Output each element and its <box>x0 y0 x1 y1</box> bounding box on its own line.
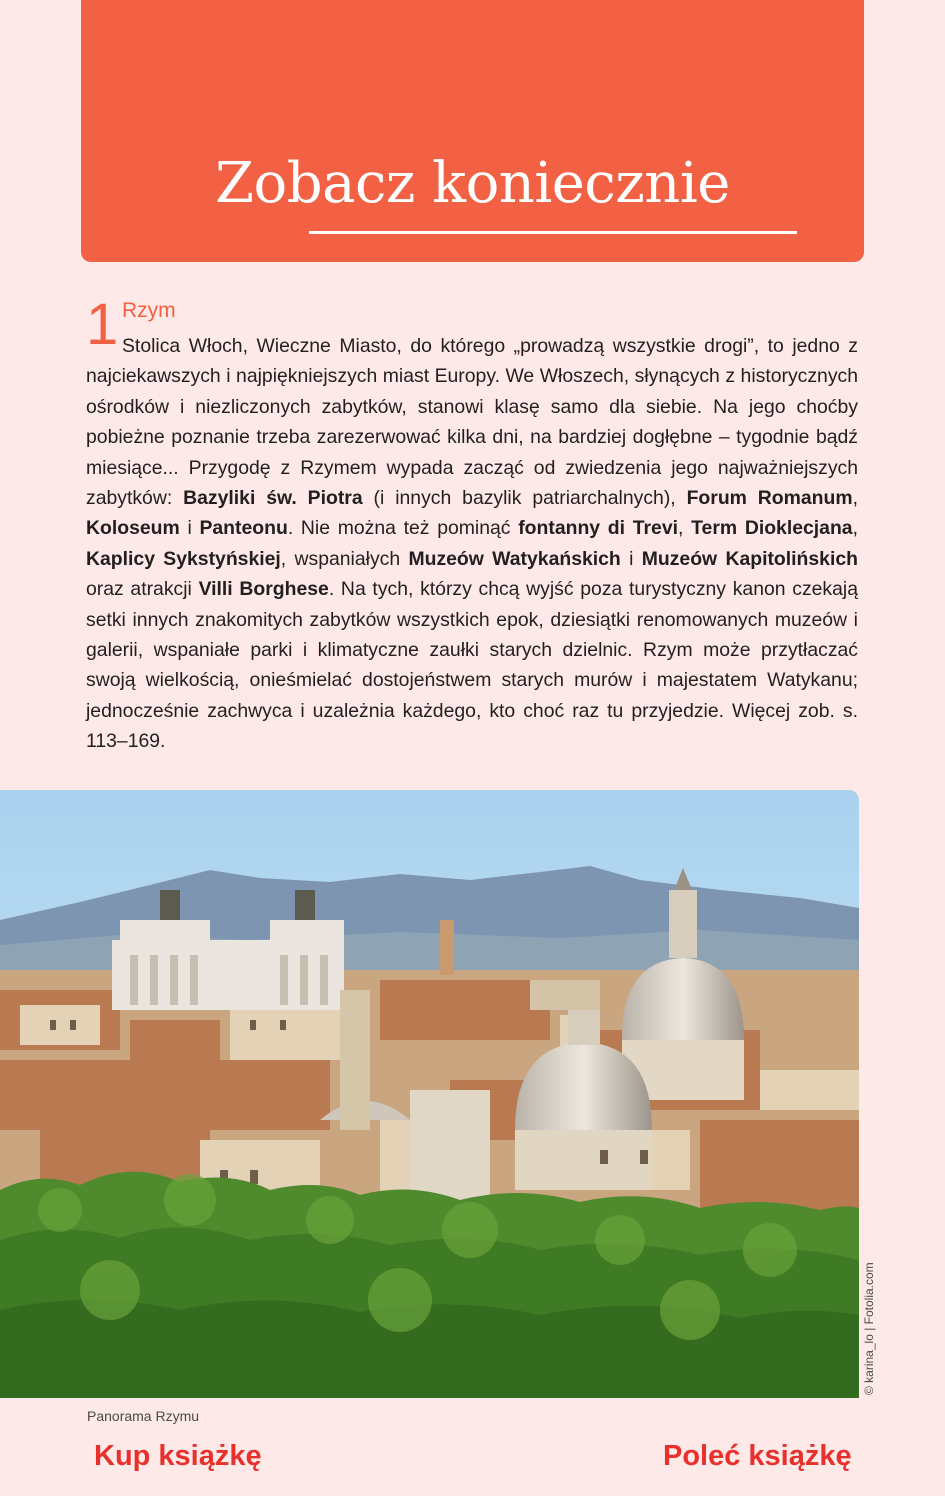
highlighted-attraction: Koloseum <box>86 517 180 540</box>
highlighted-attraction: Bazyliki św. Piotra <box>183 487 363 510</box>
title-underline <box>309 231 797 234</box>
body-text-segment: , wspaniałych <box>280 547 409 570</box>
body-text-segment: (i innych bazylik patriarchalnych), <box>362 487 687 510</box>
highlighted-attraction: Term Dioklecjana <box>691 517 853 540</box>
body-text-segment: , <box>852 517 858 540</box>
recommend-book-link[interactable]: Poleć książkę <box>663 1440 852 1472</box>
photo-caption: Panorama Rzymu <box>87 1408 200 1424</box>
buy-book-link[interactable]: Kup książkę <box>94 1440 262 1472</box>
entry-body-text <box>86 331 858 757</box>
highlighted-attraction: Panteonu <box>199 517 288 540</box>
photo-credit: © karina_lo | Fotolia.com <box>862 1262 876 1395</box>
rome-panorama-photo <box>0 790 859 1398</box>
body-text-segment: oraz atrakcji <box>86 578 199 601</box>
highlighted-attraction: fontanny di Trevi <box>518 517 679 540</box>
highlighted-attraction: Muzeów Kapitolińskich <box>641 547 858 570</box>
entry-title: Rzym <box>122 299 176 322</box>
body-text-segment: , <box>852 487 858 510</box>
body-text-segment: . Nie można też pominąć <box>287 517 519 540</box>
highlighted-attraction: Kaplicy Sykstyńskiej <box>86 547 281 570</box>
body-text-segment: , <box>678 517 692 540</box>
highlighted-attraction: Forum Romanum <box>686 487 853 510</box>
body-text-segment: i <box>179 517 200 540</box>
body-text-segment: Stolica Włoch, Wieczne Miasto, do którego „prowadzą wszystkie drogi”, to jedno z najciekawszych i najpiękniejszych miast Europy. We Włoszech, słynących z historycznych ośrodków i niezliczonych zabytków, stanowi klasę samo dla siebie. Na jego choćby pobieżne poznanie trzeba zarezerwować kilka dni, na bardziej dogłębne – tygodnie bądź miesiące... Przygodę z Rzymem wypada zacząć od zwiedzenia jego najważniejszych zabytków: <box>86 335 858 510</box>
page-title: Zobacz koniecznie <box>215 151 730 216</box>
highlighted-attraction: Villi Borghese <box>198 578 329 601</box>
entry-number: 1 <box>86 292 119 357</box>
body-text-segment: . Na tych, którzy chcą wyjść poza turystyczny kanon czekają setki innych znakomitych zabytków wszystkich epok, dziesiątki renomowanych muzeów i galerii, wspaniałe parki i klimatyczne zaułki starych dzielnic. Rzym może przytłaczać swoją wielkością, onieśmielać dostojeństwem starych murów i majestatem Watykanu; jednocześnie zachwyca i uzależnia każdego, kto choć raz tu przyjedzie. Więcej zob. s. 113–169. <box>86 578 858 753</box>
section-header <box>81 0 864 262</box>
body-text-segment: i <box>620 547 642 570</box>
highlighted-attraction: Muzeów Watykańskich <box>408 547 621 570</box>
